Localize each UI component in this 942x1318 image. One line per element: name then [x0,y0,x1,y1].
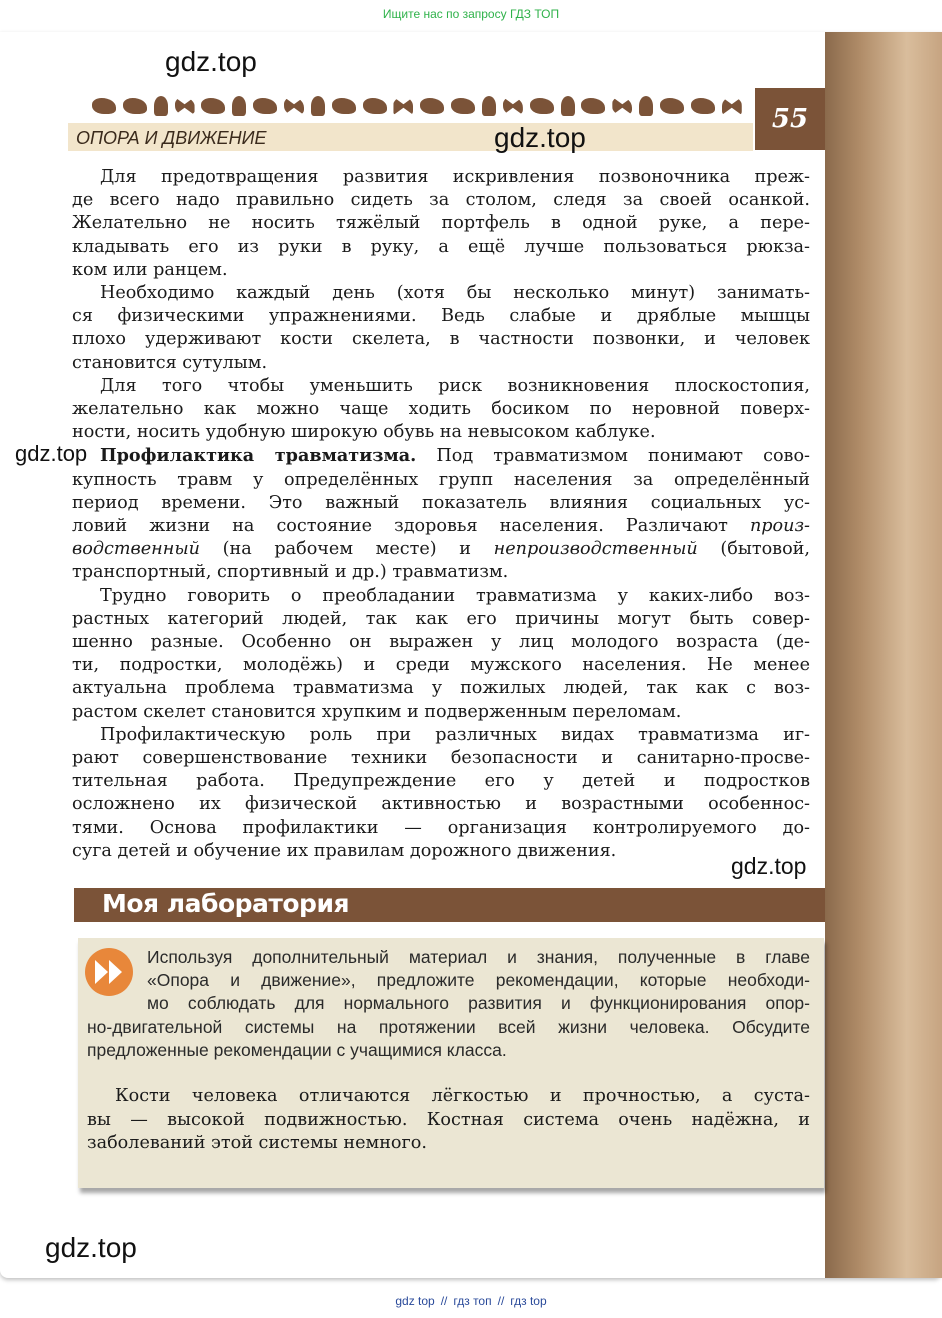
text-line: мо соблюдать для нормального развития и функционирования опор- [147,993,810,1014]
text-segment: ловий жизни на состояние здоровья населения. Различают [72,516,750,537]
animal-silhouettes-decoration [92,94,742,118]
text-line: осложнено их физической активностью и возрастными особеннос- [72,794,810,815]
text-line: актуальна проблема травматизма у пожилых людей, так как с воз- [72,678,810,699]
text-line: желательно как можно чаще ходить босиком по неровной поверх- [72,399,810,420]
text-segment: Под травматизмом понимают сово- [416,446,811,467]
text-segment: (бытовой, [697,539,810,560]
text-line: транспортный, спортивный и др.) травматизм. [72,562,509,583]
text-line: Для предотвращения развития искривления позвоночника преж- [100,167,810,187]
text-line: становится сутулым. [72,352,268,373]
watermark: gdz.top [45,1232,137,1263]
text-line: ти, подростки, молодёжь) и среди мужского населения. Не менее [72,655,810,676]
text-line: де всего надо правильно сидеть за столом, следя за своей осанкой. [72,190,810,211]
main-text [72,166,810,863]
text-line: суга детей и обучение их правилам дорожного движения. [72,840,617,861]
text-line: Для того чтобы уменьшить риск возникновения плоскостопия, [100,375,810,396]
text-line: вы — высокой подвижностью. Костная система очень надёжна, и [87,1109,810,1130]
text-line: ности, носить удобную широкую обувь на невысоком каблуке. [72,422,656,443]
text-line: кладывать его из руки в руку, а ещё лучше пользоваться рюкза- [72,236,810,257]
text-line: ся физическими упражнениями. Ведь слабые и дряблые мышцы [72,306,810,327]
text-line: тительная работа. Предупреждение его у детей и подростков [72,771,810,792]
watermark: gdz.top [165,46,257,77]
text-line: Желательно не носить тяжёлый портфель в одной руке, а пере- [72,213,810,234]
watermark: gdz.top [15,441,88,466]
text-line: Необходимо каждый день (хотя бы несколько минут) занимать- [100,283,810,304]
text-line: Используя дополнительный материал и знания, полученные в главе [147,947,810,967]
text-line: тями. Основа профилактики — организация контролируемого до- [72,817,810,838]
text-line: шенно разные. Особенно он выражен у лиц молодого возраста (де- [72,632,810,653]
text-line: купность травм у определённых групп населения за определённый [72,469,810,490]
text-line: ком или ранцем. [72,259,228,280]
footer-link[interactable]: гдз топ [453,1294,492,1308]
footer-separator: // [497,1294,505,1308]
lab-fact-text [87,1085,810,1156]
watermark: gdz.top [494,122,586,153]
lab-task-text [87,946,810,1062]
text-segment: (на рабочем месте) и [200,539,494,560]
text-line: предложенные рекомендации с учащимися класса. [87,1039,507,1060]
text-line [72,538,810,561]
footer-links [0,1294,942,1308]
italic-term: водственный [72,539,201,560]
page-edge-strip [825,32,942,1278]
text-line: плохо удерживают кости скелета, в частности позвонки, и человек [72,329,810,350]
text-line: «Опора и движение», предложите рекомендации, которые необходи- [147,970,810,991]
footer-link[interactable]: гдз top [510,1294,547,1308]
footer-separator: // [440,1294,448,1308]
text-line: но-двигательной системы на протяжении всей жизни человека. Обсудите [87,1016,810,1037]
italic-term: непроизводственный [493,539,698,560]
top-note: Ищите нас по запросу ГДЗ ТОП [382,7,560,21]
text-line: Профилактическую роль при различных видах травматизма иг- [100,724,810,745]
text-line [72,515,810,538]
section-title: ОПОРА И ДВИЖЕНИЕ [76,128,267,148]
text-line: Трудно говорить о преобладании травматизма у каких-либо воз- [100,585,810,606]
text-line: заболеваний этой системы немного. [87,1133,427,1153]
lab-title: Моя лаборатория [102,889,350,918]
footer-link[interactable]: gdz top [395,1294,435,1308]
text-line: рают совершенствование техники безопасности и санитарно-просве- [72,748,810,769]
page-number: 55 [755,88,825,150]
text-line: период времени. Это важный показатель влияния социальных ус- [72,492,810,513]
text-line [72,444,810,468]
text-line: растом скелет становится хрупким и подверженным переломам. [72,701,682,722]
text-line: растных категорий людей, так как его причины могут быть совер- [72,608,810,629]
text-line: Кости человека отличаются лёгкостью и прочностью, а суста- [115,1086,810,1106]
watermark: gdz.top [731,853,807,879]
bold-term: Профилактика травматизма. [100,445,417,467]
italic-term: произ- [749,516,810,537]
